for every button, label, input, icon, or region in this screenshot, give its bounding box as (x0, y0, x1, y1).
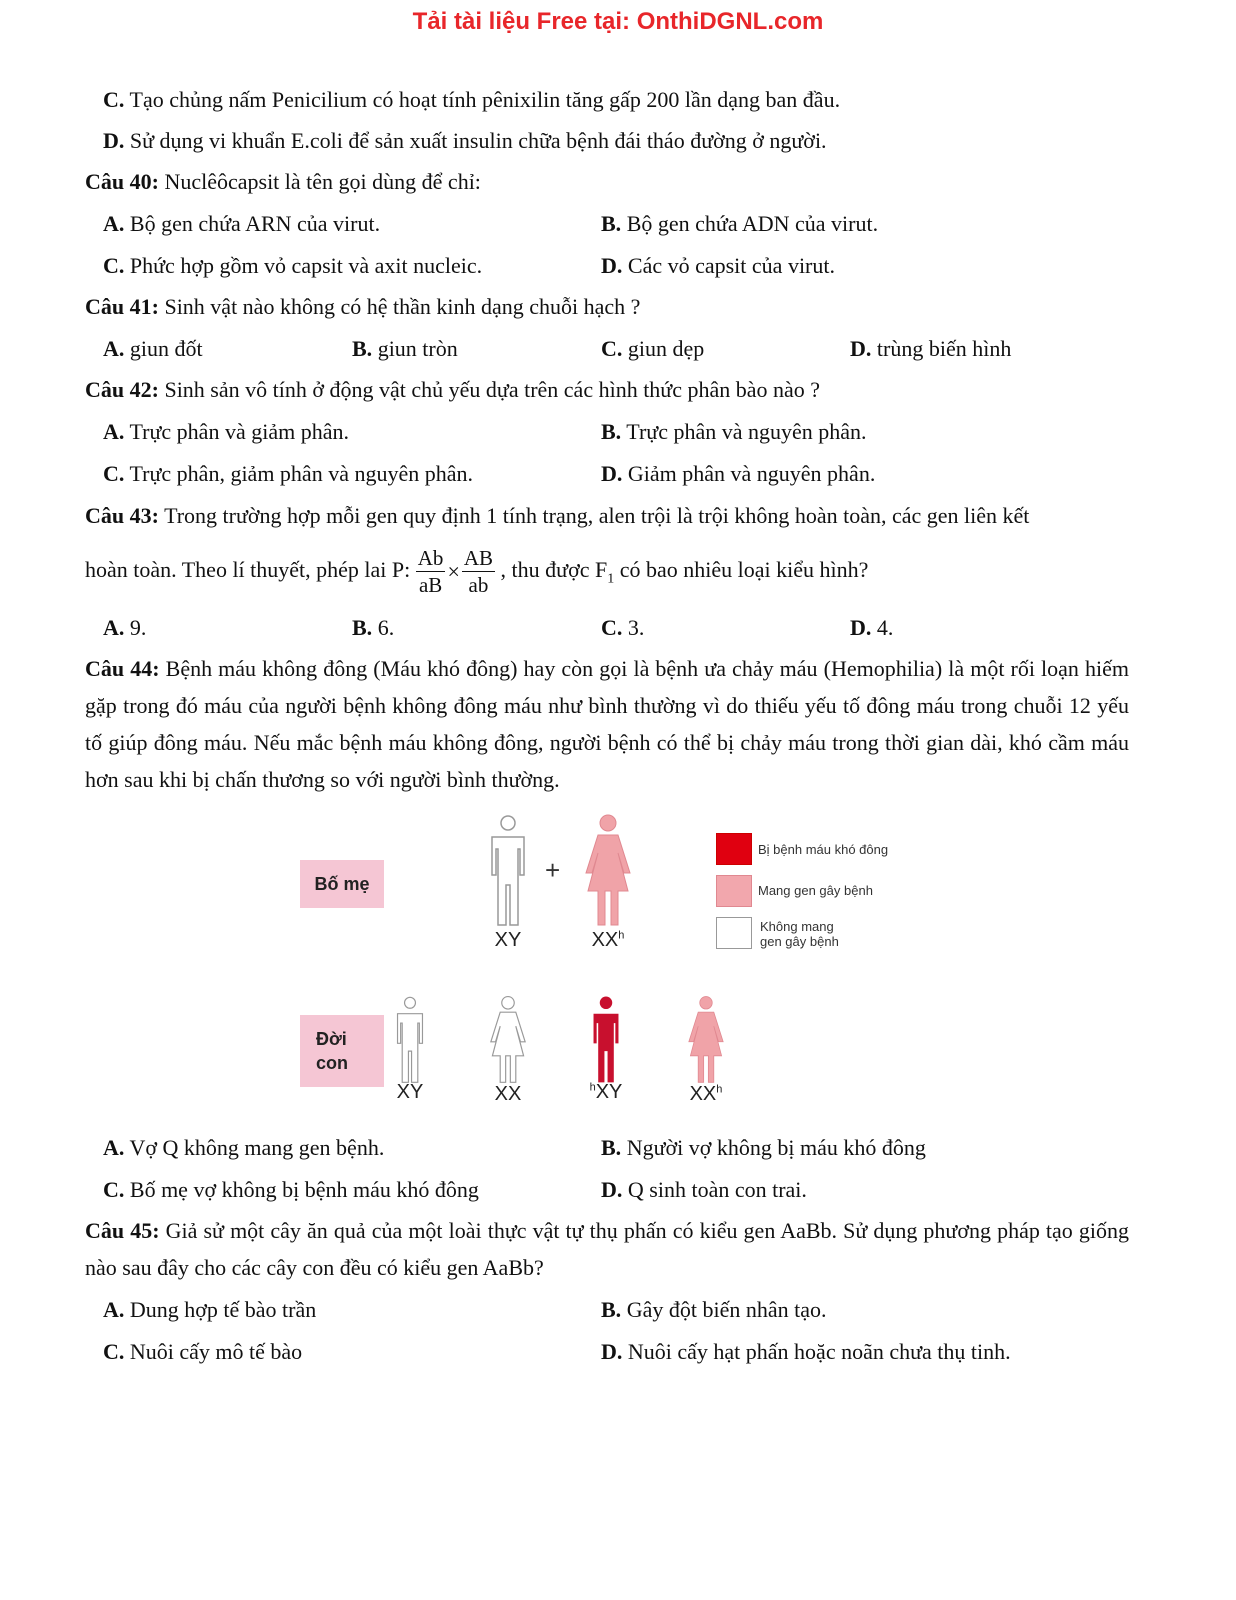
fraction-AB-ab: $\frac{AB}{ab}$ (463, 546, 494, 598)
plus-sign: + (545, 855, 561, 885)
q42-option-d: D. Giảm phân và nguyên phân. (601, 461, 876, 486)
q42-option-a: A. Trực phân và giảm phân. (103, 419, 349, 444)
father-genotype: XY (494, 929, 522, 951)
q41-question: Câu 41: Sinh vật nào không có hệ thần kinh dạng chuỗi hạch ? (85, 294, 641, 319)
child-daughter-normal-icon (486, 995, 530, 1087)
child2-genotype: XX (494, 1083, 522, 1105)
child1-genotype: XY (396, 1081, 424, 1103)
fraction-ab-ab: $\frac{Ab}{aB}$ (417, 546, 444, 598)
q43-option-b: B. 6. (352, 615, 395, 640)
legend-carrier-label: Mang gen gây bệnh (758, 883, 873, 898)
q45-option-a: A. Dung hợp tế bào trần (103, 1297, 317, 1322)
q40-option-b: B. Bộ gen chứa ADN của virut. (601, 211, 879, 236)
source-header[interactable]: Tải tài liệu Free tại: OnthiDGNL.com (412, 8, 824, 35)
q39-option-c: C. Tạo chủng nấm Penicilium có hoạt tính pênixilin tăng gấp 200 lần dạng ban đầu. (103, 87, 841, 112)
q43-option-a: A. 9. (103, 615, 147, 640)
legend-normal-swatch (716, 917, 752, 949)
legend-normal-label: Không mang gen gây bệnh (760, 919, 839, 949)
q44-option-a: A. Vợ Q không mang gen bệnh. (103, 1135, 385, 1160)
child-son-affected-icon (588, 995, 624, 1087)
q40-option-d: D. Các vỏ capsit của virut. (601, 253, 835, 278)
q41-option-a: A. giun đốt (103, 336, 203, 361)
q43-option-c: C. 3. (601, 615, 645, 640)
q43-option-d: D. 4. (850, 615, 894, 640)
child-daughter-carrier-icon (684, 995, 728, 1087)
q44-question: Câu 44: Bệnh máu không đông (Máu khó đông) hay còn gọi là bệnh ưa chảy máu (Hemophilia) là một rối loạn hiếm gặp trong đó máu của người bệnh không đông máu như bình thường vì do thiếu yếu tố đông máu trong chuỗi 12 yếu tố giúp đông máu. Nếu mắc bệnh máu không đông, người bệnh có thể bị chảy máu trong thời gian dài, khó cầm máu hơn sau khi bị chấn thương so với người bình thường. (85, 656, 1129, 792)
q40-option-c: C. Phức hợp gồm vỏ capsit và axit nucleic. (103, 253, 483, 278)
q42-option-b: B. Trực phân và nguyên phân. (601, 419, 867, 444)
q41-option-b: B. giun tròn (352, 336, 458, 361)
q44-option-c: C. Bố mẹ vợ không bị bệnh máu khó đông (103, 1177, 479, 1202)
legend-affected-swatch (716, 833, 752, 865)
q45-question: Câu 45: Giả sử một cây ăn quả của một loài thực vật tự thụ phấn có kiểu gen AaBb. Sử dụng phương pháp tạo giống nào sau đây cho các cây con đều có kiểu gen AaBb? (85, 1218, 1130, 1280)
q43-question-cross: hoàn toàn. Theo lí thuyết, phép lai P: $\frac{Ab}{aB}$ × $\frac{AB}{ab}$ , thu được $F_1$ có bao nhiêu loại kiểu hình? (85, 546, 869, 598)
q41-option-d: D. trùng biến hình (850, 336, 1012, 361)
q42-question: Câu 42: Sinh sản vô tính ở động vật chủ yếu dựa trên các hình thức phân bào nào ? (85, 377, 821, 402)
q41-option-c: C. giun dẹp (601, 336, 705, 361)
mother-genotype: $XX^h$ (591, 929, 625, 951)
children-label: Đời con (300, 1015, 384, 1087)
q39-option-d: D. Sử dụng vi khuẩn E.coli để sản xuất insulin chữa bệnh đái tháo đường ở người. (103, 128, 827, 153)
q45-option-c: C. Nuôi cấy mô tế bào (103, 1339, 303, 1364)
mother-figure-icon (580, 813, 636, 931)
q42-option-c: C. Trực phân, giảm phân và nguyên phân. (103, 461, 473, 486)
hemophilia-pedigree-diagram (290, 805, 930, 1115)
father-figure-icon (486, 813, 530, 931)
legend-affected-label: Bị bệnh máu khó đông (758, 842, 889, 857)
q44-option-b: B. Người vợ không bị máu khó đông (601, 1135, 926, 1160)
q43-question: Câu 43: Trong trường hợp mỗi gen quy định 1 tính trạng, alen trội là trội không hoàn toàn, các gen liên kết (85, 503, 1030, 528)
q40-option-a: A. Bộ gen chứa ARN của virut. (103, 211, 381, 236)
q40-question: Câu 40: Nuclêôcapsit là tên gọi dùng để chỉ: (85, 169, 481, 194)
child4-genotype: $XX^h$ (689, 1083, 723, 1105)
q44-option-d: D. Q sinh toàn con trai. (601, 1177, 807, 1202)
legend-carrier-swatch (716, 875, 752, 907)
q45-option-d: D. Nuôi cấy hạt phấn hoặc noãn chưa thụ tinh. (601, 1339, 1011, 1364)
child3-genotype: $^h$XY (589, 1081, 623, 1103)
q45-option-b: B. Gây đột biến nhân tạo. (601, 1297, 827, 1322)
child-son-normal-icon (392, 995, 428, 1087)
parents-label: Bố mẹ (300, 860, 384, 908)
